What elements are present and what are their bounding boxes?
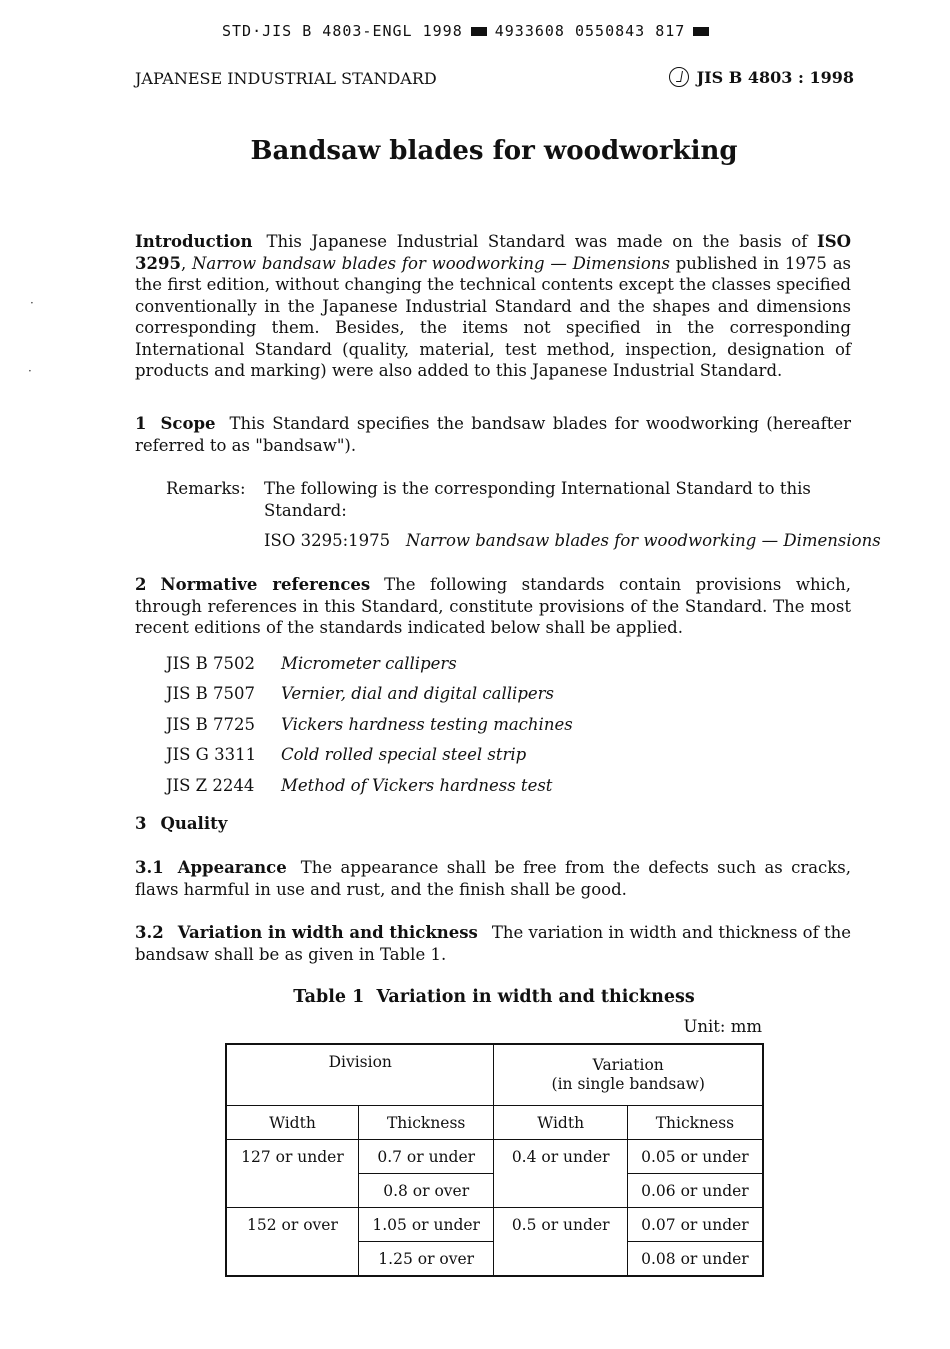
ref-title: Cold rolled special steel strip bbox=[281, 745, 527, 765]
scope-number: 1 bbox=[135, 414, 147, 433]
table-title: Table 1 Variation in width and thickness bbox=[293, 987, 695, 1007]
standard-number bbox=[669, 67, 854, 87]
table-cell: 0.06 or under bbox=[627, 1174, 763, 1208]
table-cell: 0.5 or under bbox=[494, 1208, 627, 1277]
table-cell: 0.8 or over bbox=[358, 1174, 494, 1208]
variation-table bbox=[225, 1043, 764, 1277]
stamp-block-icon bbox=[693, 27, 709, 36]
quality-section-heading bbox=[135, 814, 227, 833]
introduction-text: , bbox=[180, 253, 192, 273]
table-cell: 0.05 or under bbox=[627, 1140, 763, 1174]
variation-header-line1: Variation bbox=[592, 1056, 664, 1074]
variation-text: The variation in width and thickness of the bandsaw shall be as given in Table 1. bbox=[135, 923, 851, 964]
scope-heading: Scope bbox=[160, 414, 216, 433]
appearance-heading: Appearance bbox=[177, 858, 287, 877]
remarks-label: Remarks: bbox=[166, 479, 246, 498]
variation-header bbox=[494, 1044, 763, 1106]
appearance-text: The appearance shall be free from the defects such as cracks, flaws harmful in use and rust, and the finish shall be good. bbox=[135, 858, 851, 899]
variation-header-line2: (in single bandsaw) bbox=[551, 1075, 705, 1093]
quality-number: 3 bbox=[135, 814, 147, 833]
ref-title: Method of Vickers hardness test bbox=[281, 775, 553, 795]
document-stamp bbox=[222, 22, 717, 40]
appearance-section bbox=[135, 857, 851, 900]
table-header-row bbox=[226, 1044, 763, 1106]
introduction-heading: Introduction bbox=[135, 232, 253, 251]
scope-text: This Standard specifies the bandsaw blades for woodworking (hereafter referred to as "bandsaw"). bbox=[135, 414, 851, 455]
page-title: Bandsaw blades for woodworking bbox=[250, 136, 738, 166]
variation-heading: Variation in width and thickness bbox=[177, 923, 478, 942]
variation-thickness-column-header: Thickness bbox=[627, 1106, 763, 1140]
table-cell: 1.25 or over bbox=[358, 1242, 494, 1277]
thickness-column-header: Thickness bbox=[358, 1106, 494, 1140]
list-item bbox=[166, 709, 573, 740]
remarks-reference bbox=[264, 530, 881, 552]
table-cell: 0.7 or under bbox=[358, 1140, 494, 1174]
variation-section bbox=[135, 922, 851, 965]
ref-code: JIS G 3311 bbox=[166, 745, 257, 765]
ref-title: Micrometer callipers bbox=[281, 653, 457, 673]
list-item bbox=[166, 770, 573, 801]
normative-references-section bbox=[135, 574, 851, 639]
table-unit: Unit: mm bbox=[683, 1017, 762, 1036]
list-item bbox=[166, 679, 573, 710]
normative-number: 2 bbox=[135, 575, 147, 594]
stamp-text-1: STD·JIS B 4803-ENGL 1998 bbox=[222, 22, 463, 40]
table-row bbox=[226, 1140, 763, 1174]
table-cell: 127 or under bbox=[226, 1140, 358, 1208]
ref-title: Vickers hardness testing machines bbox=[281, 714, 573, 734]
iso-reference: ISO 3295 bbox=[135, 232, 851, 273]
table-cell: 0.08 or under bbox=[627, 1242, 763, 1277]
reference-list bbox=[166, 648, 573, 801]
ref-code: JIS B 7725 bbox=[166, 714, 256, 734]
stamp-text-2: 4933608 0550843 817 bbox=[494, 22, 686, 40]
variation-number: 3.2 bbox=[135, 923, 164, 942]
remarks-text: The following is the corresponding International Standard to this Standard: bbox=[264, 479, 811, 520]
normative-heading: Normative references bbox=[160, 575, 371, 594]
ref-code: JIS B 7502 bbox=[166, 653, 256, 673]
standard-header: JAPANESE INDUSTRIAL STANDARD bbox=[135, 69, 437, 88]
list-item bbox=[166, 740, 573, 771]
introduction-paragraph bbox=[135, 231, 851, 382]
ref-code: JIS Z 2244 bbox=[166, 775, 255, 795]
table-row bbox=[226, 1208, 763, 1242]
table-cell: 152 or over bbox=[226, 1208, 358, 1277]
quality-heading: Quality bbox=[160, 814, 228, 833]
scan-speck: · bbox=[28, 364, 32, 378]
list-item bbox=[166, 648, 573, 679]
table-subheader-row bbox=[226, 1106, 763, 1140]
standard-number-text: JIS B 4803 : 1998 bbox=[696, 67, 854, 87]
scan-speck: · bbox=[30, 296, 34, 310]
iso-title: Narrow bandsaw blades for woodworking — Dimensions bbox=[191, 253, 670, 273]
stamp-block-icon bbox=[471, 27, 487, 36]
scope-section bbox=[135, 413, 851, 456]
jis-mark-icon bbox=[669, 67, 689, 87]
table-cell: 1.05 or under bbox=[358, 1208, 494, 1242]
ref-title: Vernier, dial and digital callipers bbox=[281, 684, 555, 704]
division-header: Division bbox=[226, 1044, 494, 1106]
remarks-ref-title: Narrow bandsaw blades for woodworking — Dimensions bbox=[405, 531, 881, 550]
remarks-ref-code: ISO 3295:1975 bbox=[264, 531, 391, 550]
introduction-text: This Japanese Industrial Standard was made on the basis of bbox=[266, 232, 817, 251]
width-column-header: Width bbox=[226, 1106, 358, 1140]
ref-code: JIS B 7507 bbox=[166, 684, 256, 704]
variation-width-column-header: Width bbox=[494, 1106, 627, 1140]
table-cell: 0.07 or under bbox=[627, 1208, 763, 1242]
table-cell: 0.4 or under bbox=[494, 1140, 627, 1208]
normative-text: The following standards contain provisions which, through references in this Standard, constitute provisions of the Standard. The most recent editions of the standards indicated below shall be applied. bbox=[135, 575, 851, 637]
appearance-number: 3.1 bbox=[135, 858, 164, 877]
introduction-text: published in 1975 as the first edition, without changing the technical contents except the classes specified conventionally in the Japanese Industrial Standard and the shapes and dimensions corresponding them. Besides, the items not specified in the corresponding International Standard (quality, material, test method, inspection, designation of products and marking) were also added to this Japanese Industrial Standard. bbox=[135, 253, 851, 380]
